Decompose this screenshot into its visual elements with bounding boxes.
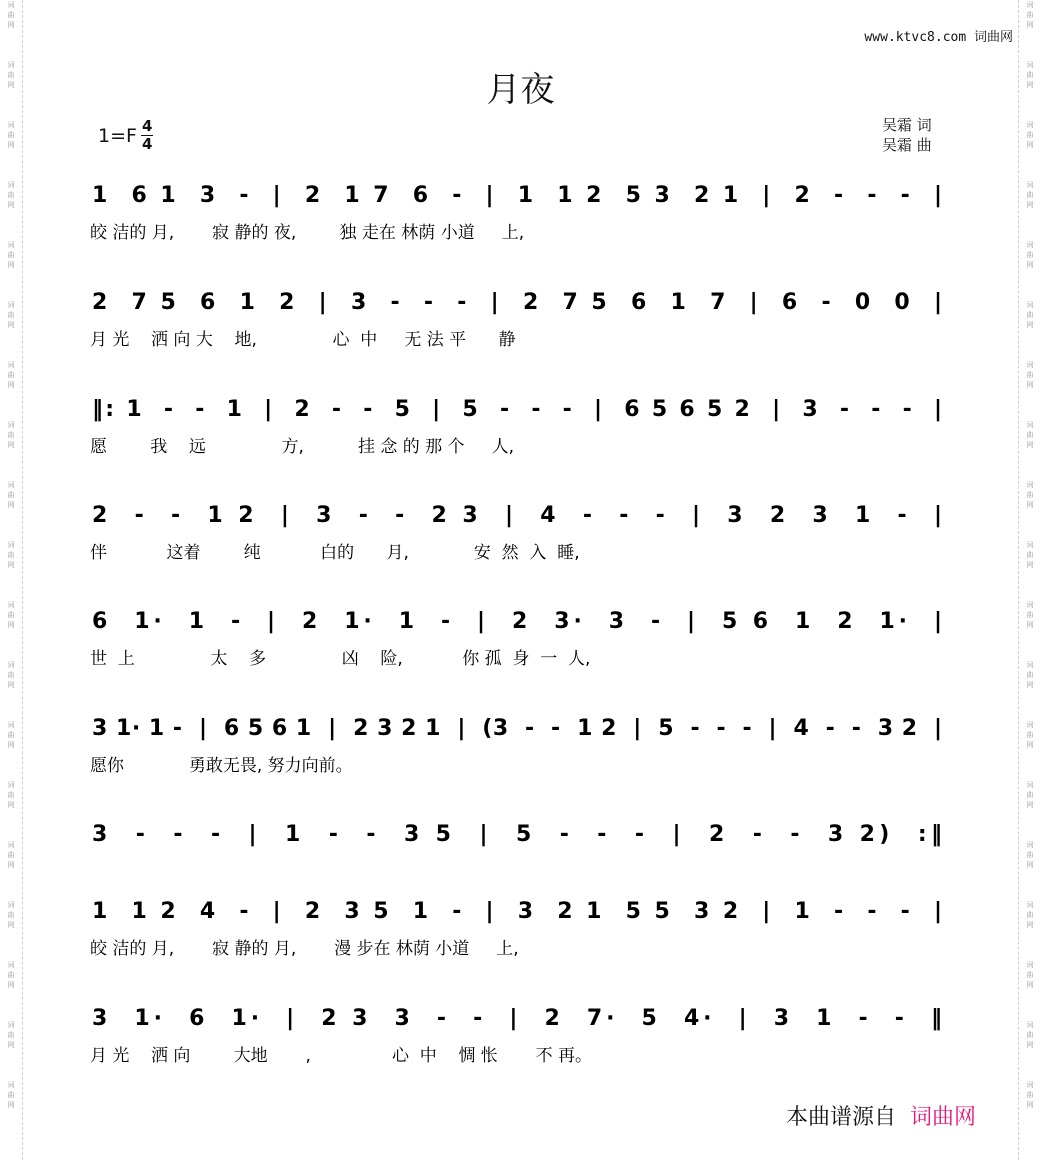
score-row: [0, 993, 1041, 1103]
watermark-text: 词 曲 网: [7, 361, 15, 389]
watermark-text: 词 曲 网: [1026, 481, 1034, 509]
watermark-text: 词 曲 网: [7, 301, 15, 329]
score-row: [0, 384, 1041, 494]
watermark-text: 词 曲 网: [1026, 661, 1034, 689]
score-row: [0, 170, 1041, 280]
watermark-text: 词 曲 网: [1026, 1021, 1034, 1049]
watermark-text: 词 曲 网: [7, 961, 15, 989]
watermark-text: 词 曲 网: [7, 241, 15, 269]
watermark-text: 词 曲 网: [7, 781, 15, 809]
lyric-line: 伴 这着 纯 白的 月, 安 然 入 睡,: [90, 543, 580, 563]
watermark-text: 词 曲 网: [7, 661, 15, 689]
site-header: www.ktvc8.com 词曲网: [864, 30, 1013, 45]
key-signature: [98, 118, 153, 153]
notation-line: 6 1· 1 - | 2 1· 1 - | 2 3· 3 - | 5 6 1 2 1· |: [92, 609, 943, 634]
notation-line: ‖: 1 - - 1 | 2 - - 5 | 5 - - - | 6 5 6 5 2 | 3 - - - |: [92, 397, 943, 422]
score-row: [0, 277, 1041, 387]
watermark-text: 词 曲 网: [1026, 121, 1034, 149]
score-row: [0, 703, 1041, 813]
watermark-text: 词 曲 网: [7, 421, 15, 449]
notation-line: 3 1· 1 - | 6 5 6 1 | 2 3 2 1 | (3 - - 1 2 | 5 - - - | 4 - - 3 2 |: [92, 716, 942, 741]
watermark-text: 词 曲 网: [7, 1, 15, 29]
time-signature: [141, 118, 153, 153]
watermark-text: 词 曲 网: [1026, 601, 1034, 629]
notation-line: 2 - - 1 2 | 3 - - 2 3 | 4 - - - | 3 2 3 1 - |: [92, 503, 942, 528]
watermark-text: 词 曲 网: [7, 541, 15, 569]
credits: [882, 115, 932, 155]
watermark-text: 词 曲 网: [1026, 61, 1034, 89]
watermark-text: 词 曲 网: [1026, 901, 1034, 929]
watermark-text: 词 曲 网: [7, 901, 15, 929]
lyric-line: 世 上 太 多 凶 险, 你 孤 身 一 人,: [90, 649, 591, 669]
notation-line: 3 1· 6 1· | 2 3 3 - - | 2 7· 5 4· | 3 1 - - ‖: [92, 1006, 942, 1031]
watermark-text: 词 曲 网: [1026, 301, 1034, 329]
watermark-text: 词 曲 网: [1026, 781, 1034, 809]
notation-line: 1 6 1 3 - | 2 1 7 6 - | 1 1 2 5 3 2 1 | 2 - - - |: [92, 183, 942, 208]
lyricist: 吴霜 词: [882, 116, 932, 134]
notation-line: 3 - - - | 1 - - 3 5 | 5 - - - | 2 - - 3 2) :‖: [92, 822, 942, 847]
notation-line: 2 7 5 6 1 2 | 3 - - - | 2 7 5 6 1 7 | 6 - 0 0 |: [92, 290, 942, 315]
watermark-text: 词 曲 网: [1026, 361, 1034, 389]
score-row: [0, 886, 1041, 996]
watermark-text: 词 曲 网: [7, 61, 15, 89]
time-top: 4: [141, 117, 153, 135]
watermark-text: 词 曲 网: [7, 121, 15, 149]
watermark-text: 词 曲 网: [1026, 961, 1034, 989]
watermark-text: 词 曲 网: [7, 481, 15, 509]
lyric-line: 皎 洁的 月, 寂 静的 月, 漫 步在 林荫 小道 上,: [90, 939, 519, 959]
watermark-text: 词 曲 网: [1026, 541, 1034, 569]
footer-brand: 词曲网: [910, 1105, 977, 1130]
watermark-text: 词 曲 网: [7, 1021, 15, 1049]
watermark-text: 词 曲 网: [1026, 721, 1034, 749]
key-prefix: 1=F: [98, 124, 137, 147]
lyric-line: 月 光 洒 向 大地 , 心 中 惆 怅 不 再。: [90, 1046, 592, 1066]
watermark-text: 词 曲 网: [7, 601, 15, 629]
watermark-text: 词 曲 网: [7, 1081, 15, 1109]
watermark-text: 词 曲 网: [1026, 181, 1034, 209]
watermark-text: 词 曲 网: [1026, 841, 1034, 869]
composer: 吴霜 曲: [882, 136, 932, 154]
score-row: [0, 490, 1041, 600]
time-bottom: 4: [141, 135, 153, 153]
watermark-text: 词 曲 网: [1026, 241, 1034, 269]
lyric-line: 皎 洁的 月, 寂 静的 夜, 独 走在 林荫 小道 上,: [90, 223, 525, 243]
score-row: [0, 596, 1041, 706]
watermark-text: 词 曲 网: [1026, 1, 1034, 29]
notation-line: 1 1 2 4 - | 2 3 5 1 - | 3 2 1 5 5 3 2 | 1 - - - |: [92, 899, 942, 924]
watermark-text: 词 曲 网: [7, 841, 15, 869]
watermark-text: 词 曲 网: [1026, 1081, 1034, 1109]
watermark-text: 词 曲 网: [7, 181, 15, 209]
lyric-line: 愿 我 远 方, 挂 念 的 那 个 人,: [90, 437, 514, 457]
lyric-line: 愿你 勇敢无畏, 努力向前。: [90, 756, 353, 776]
footer-text: 本曲谱源自: [786, 1105, 897, 1130]
lyric-line: 月 光 洒 向 大 地, 心 中 无 法 平 静: [90, 330, 516, 350]
song-title: 月夜: [486, 70, 555, 110]
footer: [786, 1100, 976, 1131]
watermark-text: 词 曲 网: [7, 721, 15, 749]
watermark-text: 词 曲 网: [1026, 421, 1034, 449]
